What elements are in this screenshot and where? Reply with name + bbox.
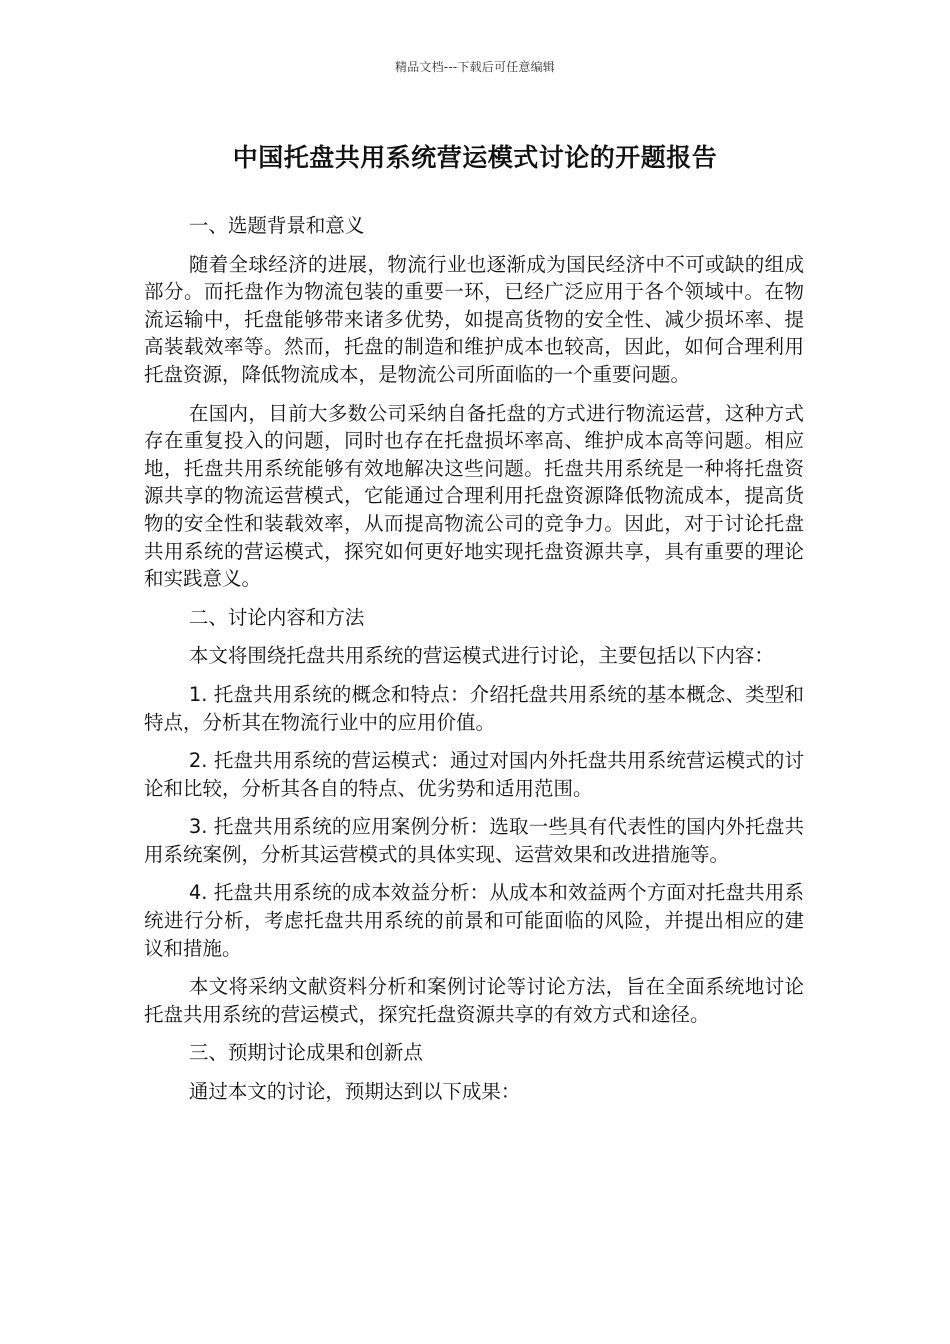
document-body — [144, 212, 804, 1117]
section-heading-content-methods: 二、讨论内容和方法 — [188, 605, 365, 629]
list-item-1: 1. 托盘共用系统的概念和特点：介绍托盘共用系统的基本概念、类型和特点，分析其在物流行业中的应用价值。 — [144, 682, 804, 734]
paragraph-expected-intro: 通过本文的讨论，预期达到以下成果： — [188, 1080, 521, 1104]
paragraph-methods: 本文将采纳文献资料分析和案例讨论等讨论方法，旨在全面系统地讨论托盘共用系统的营运模式，探究托盘资源共享的有效方式和途径。 — [144, 975, 804, 1026]
document-title: 中国托盘共用系统营运模式讨论的开题报告 — [232, 143, 718, 172]
header-note: 精品文档---下载后可任意编辑 — [395, 60, 555, 74]
section-heading-expected-results: 三、预期讨论成果和创新点 — [188, 1041, 423, 1065]
section-heading-background: 一、选题背景和意义 — [188, 214, 365, 237]
list-item-4: 4. 托盘共用系统的成本效益分析：从成本和效益两个方面对托盘共用系统进行分析，考虑托盘共用系统的前景和可能面临的风险，并提出相应的建议和措施。 — [144, 881, 804, 960]
list-item-2: 2. 托盘共用系统的营运模式：通过对国内外托盘共用系统营运模式的讨论和比较，分析其各自的特点、优劣势和适用范围。 — [144, 749, 804, 800]
list-item-3: 3. 托盘共用系统的应用案例分析：选取一些具有代表性的国内外托盘共用系统案例，分析其运营模式的具体实现、运营效果和改进措施等。 — [144, 815, 804, 866]
paragraph-background-2: 在国内，目前大多数公司采纳自备托盘的方式进行物流运营，这种方式存在重复投入的问题，同时也存在托盘损坏率高、维护成本高等问题。相应地，托盘共用系统能够有效地解决这些问题。托盘共用系统是一种将托盘资源共享的物流运营模式，它能通过合理利用托盘资源降低物流成本，提高货物的安全性和装载效率，从而提高物流公司的竞争力。因此，对于讨论托盘共用系统的营运模式，探究如何更好地实现托盘资源共享，具有重要的理论和实践意义。 — [144, 401, 804, 591]
paragraph-content-intro: 本文将围绕托盘共用系统的营运模式进行讨论，主要包括以下内容： — [188, 644, 774, 668]
paragraph-background-1: 随着全球经济的进展，物流行业也逐渐成为国民经济中不可或缺的组成部分。而托盘作为物流包装的重要一环，已经广泛应用于各个领域中。在物流运输中，托盘能够带来诸多优势，如提高货物的安全性、减少损坏率、提高装载效率等。然而，托盘的制造和维护成本也较高，因此，如何合理利用托盘资源，降低物流成本，是物流公司所面临的一个重要问题。 — [144, 252, 804, 386]
